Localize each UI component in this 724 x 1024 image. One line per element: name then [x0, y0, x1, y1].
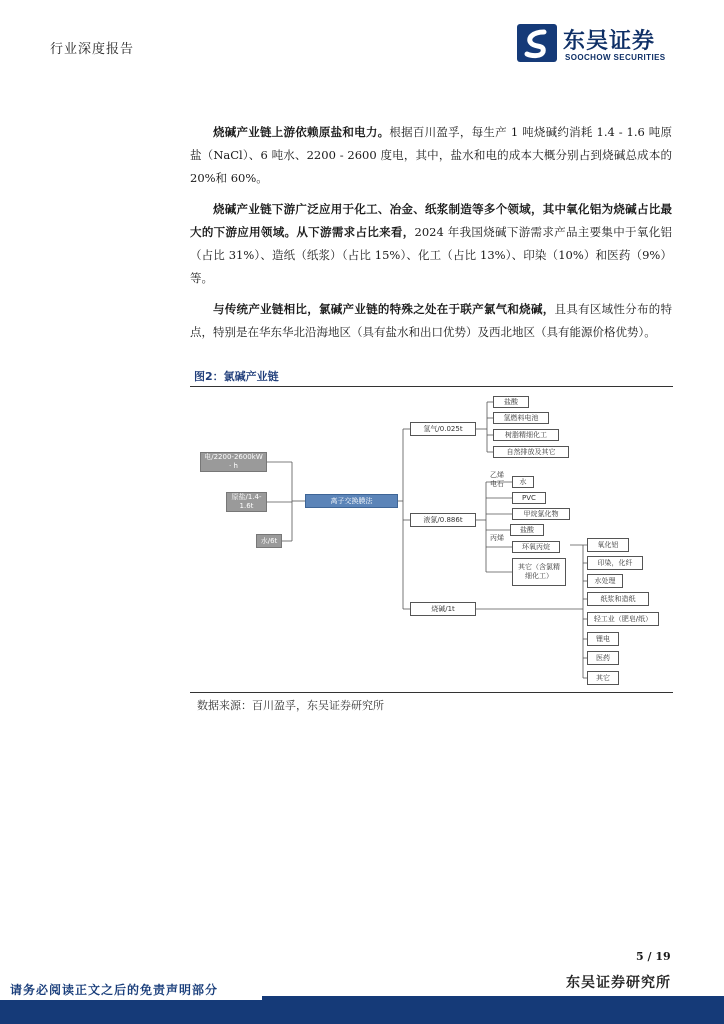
- chlorine-use-item: 水: [512, 476, 534, 488]
- caustic-use-item: 印染，化纤: [587, 556, 643, 570]
- figure-bottom-rule: [190, 692, 673, 693]
- caustic-use-item: 医药: [587, 651, 619, 665]
- report-category: 行业深度报告: [50, 42, 135, 57]
- product-caustic-soda: 烧碱/1t: [410, 602, 476, 616]
- input-water: 水/6t: [256, 534, 282, 548]
- chlorine-label-propylene: 丙烯: [490, 534, 504, 542]
- chlor-alkali-diagram: [190, 390, 673, 690]
- caustic-use-item: 水处理: [587, 574, 623, 588]
- paragraph-upstream: [190, 121, 672, 190]
- footer-band: [0, 996, 724, 1024]
- caustic-use-item: 锂电: [587, 632, 619, 646]
- chlorine-use-item: 环氧丙烷: [512, 541, 560, 553]
- paragraph-downstream: [190, 198, 672, 290]
- product-chlorine: 液氯/0.886t: [410, 513, 476, 527]
- paragraph-upstream-text: 根据百川盈孚，每生产 1 吨烧碱约消耗 1.4 - 1.6 吨原盐（NaCl）、6 吨水、2200 - 2600 度电，其中，盐水和电的成本大概分别占到烧碱总成本的 20%和 60%。: [190, 125, 672, 185]
- company-logo: [517, 24, 677, 64]
- chlorine-label-ethylene-calcium-carbide: 乙烯 电石: [490, 471, 504, 488]
- logo-name-cn: 东吴证券: [563, 29, 656, 54]
- footer-disclaimer: 请务必阅读正文之后的免责声明部分: [0, 980, 262, 1000]
- product-hydrogen: 氢气/0.025t: [410, 422, 476, 436]
- chlorine-use-item: 盐酸: [510, 524, 544, 536]
- chlorine-use-item: 其它（含氯精细化工）: [512, 558, 566, 586]
- process-ion-membrane: 离子交换膜法: [305, 494, 398, 508]
- caustic-use-item: 氧化铝: [587, 538, 629, 552]
- figure-title: 图2：氯碱产业链: [194, 370, 279, 383]
- chlorine-use-item: 甲烷氯化物: [512, 508, 570, 520]
- caustic-use-item: 轻工业（肥皂/纸）: [587, 612, 659, 626]
- hydrogen-use-item: 氢燃料电池: [493, 412, 549, 424]
- input-electricity: 电/2200-2600kW · h: [200, 452, 267, 472]
- footer-institute: 东吴证券研究所: [566, 975, 671, 991]
- paragraph-comparison: [190, 298, 672, 344]
- figure-source: 数据来源：百川盈孚，东吴证券研究所: [197, 699, 384, 712]
- chlorine-use-item: PVC: [512, 492, 546, 504]
- page-number: 5 / 19: [636, 950, 671, 963]
- logo-name-en: SOOCHOW SECURITIES: [565, 53, 666, 62]
- paragraph-comparison-text: 且具有区域性分布的特点，特别是在华东华北沿海地区（具有盐水和出口优势）及西北地区（具有能源价格优势）。: [190, 302, 673, 339]
- caustic-use-item: 纸浆和造纸: [587, 592, 649, 606]
- caustic-use-item: 其它: [587, 671, 619, 685]
- hydrogen-use-item: 自然排放及其它: [493, 446, 569, 458]
- paragraph-downstream-text: 2024 年我国烧碱下游需求产品主要集中于氧化铝（占比 31%）、造纸（纸浆）（占比 15%）、化工（占比 13%）、印染（10%）和医药（9%）等。: [190, 225, 673, 285]
- hydrogen-use-item: 树脂精细化工: [493, 429, 559, 441]
- paragraph-comparison-lead: 与传统产业链相比，氯碱产业链的特殊之处在于联产氯气和烧碱，: [213, 302, 555, 316]
- hydrogen-use-item: 盐酸: [493, 396, 529, 408]
- input-salt: 原盐/1.4-1.6t: [226, 492, 267, 512]
- logo-mark-icon: [517, 24, 557, 62]
- paragraph-downstream-lead: 烧碱产业链下游广泛应用于化工、冶金、纸浆制造等多个领域，其中氧化铝为烧碱占比最大的下游应用领域。从下游需求占比来看，: [190, 202, 672, 239]
- paragraph-upstream-lead: 烧碱产业链上游依赖原盐和电力。: [213, 125, 390, 139]
- figure-top-rule: [190, 386, 673, 387]
